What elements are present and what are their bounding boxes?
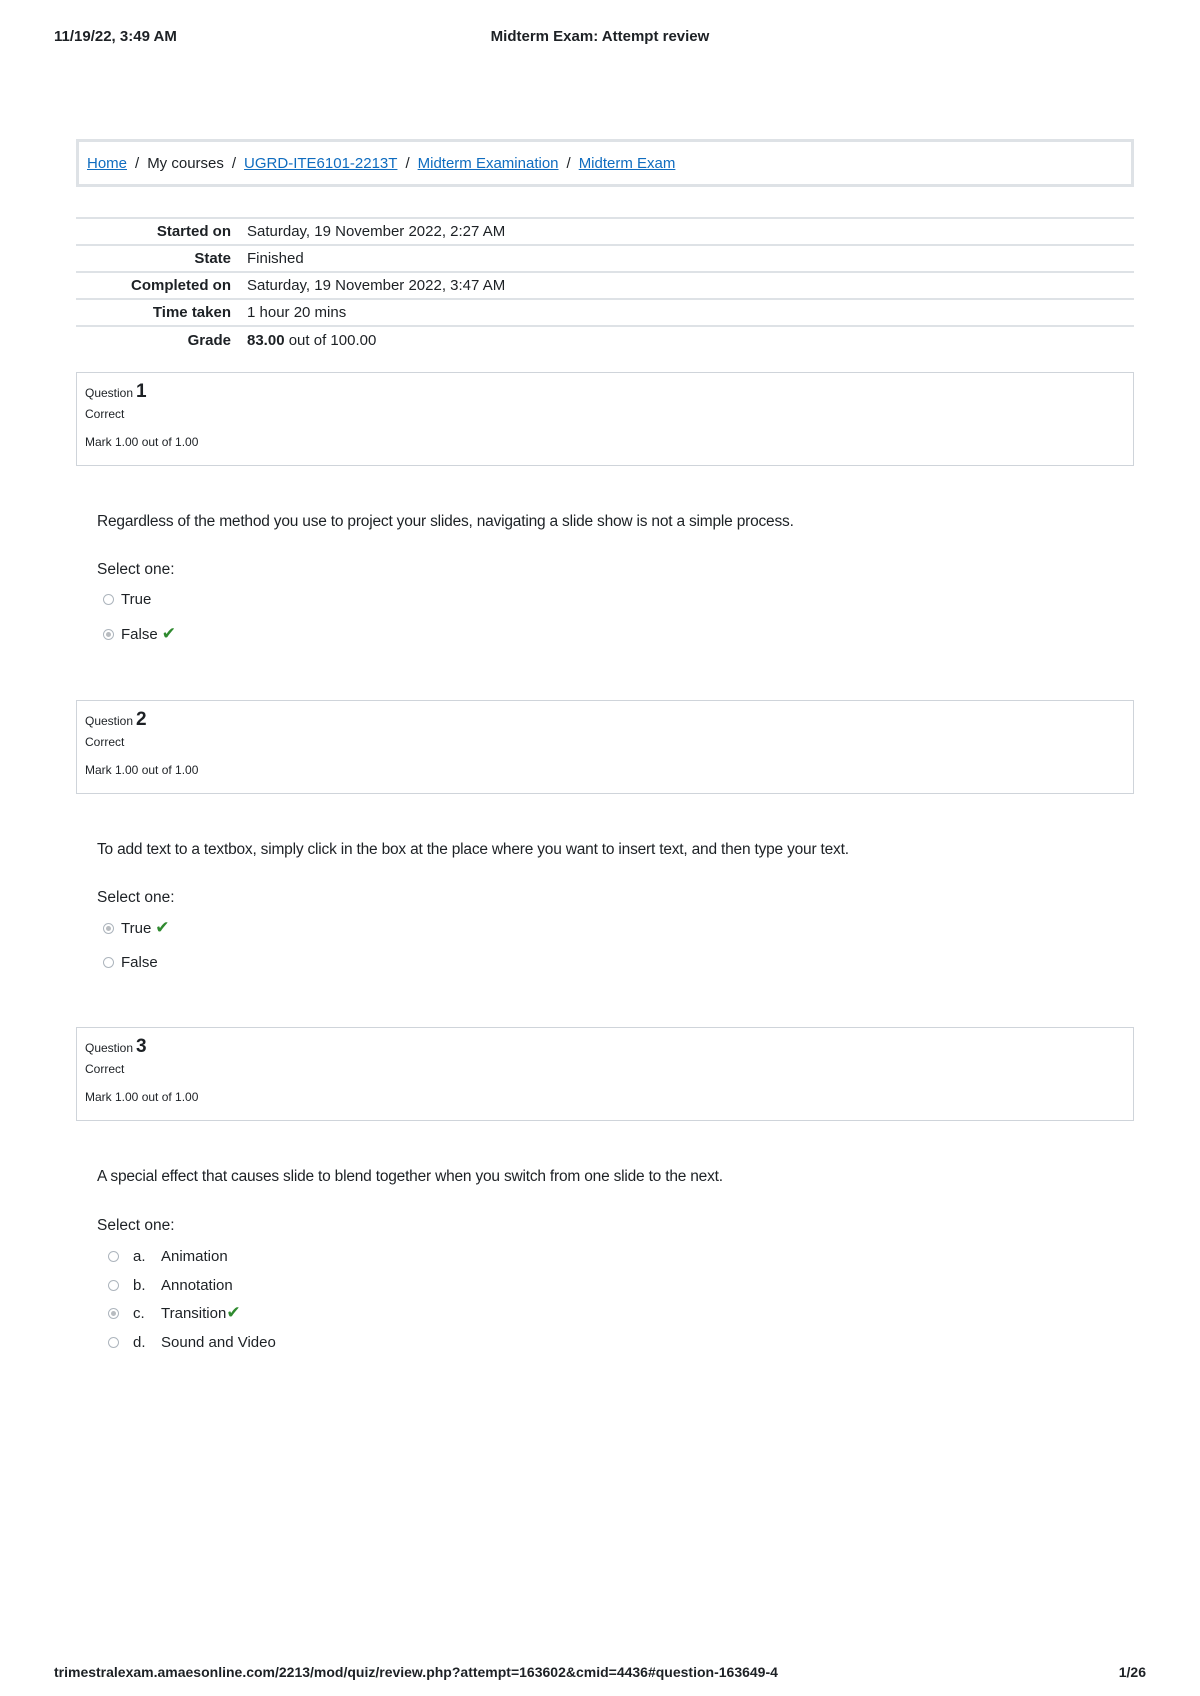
- breadcrumb-my-courses: My courses: [147, 154, 224, 172]
- question-state: Correct: [85, 407, 125, 421]
- answer-option[interactable]: [108, 1274, 233, 1296]
- print-page-number: 1/26: [1118, 1664, 1146, 1680]
- answer-letter: d.: [133, 1333, 146, 1351]
- answer-label: Annotation: [161, 1276, 233, 1294]
- print-footer: [54, 1664, 1146, 1686]
- answer-option[interactable]: [108, 1331, 276, 1353]
- breadcrumb-separator: /: [566, 154, 571, 172]
- summary-row-grade: [76, 326, 1134, 353]
- summary-label: Started on: [156, 223, 231, 240]
- radio-button[interactable]: [103, 594, 114, 605]
- check-icon: ✔: [161, 624, 176, 643]
- summary-value: Saturday, 19 November 2022, 3:47 AM: [247, 277, 506, 294]
- answer-letter: c.: [133, 1304, 145, 1322]
- question-label: Question: [85, 714, 134, 728]
- summary-row: [76, 272, 1134, 299]
- question-mark: Mark 1.00 out of 1.00: [85, 1090, 199, 1104]
- print-url: trimestralexam.amaesonline.com/2213/mod/quiz/review.php?attempt=163602&cmid=4436#question-163649-4: [54, 1664, 778, 1680]
- breadcrumb-separator: /: [405, 154, 410, 172]
- question-mark: Mark 1.00 out of 1.00: [85, 763, 199, 777]
- question-info-3: [76, 1027, 1134, 1121]
- breadcrumb-home-link[interactable]: Home: [87, 154, 128, 172]
- check-icon: ✔: [226, 1303, 241, 1322]
- answer-letter: a.: [133, 1247, 146, 1265]
- answer-label: Sound and Video: [161, 1333, 276, 1351]
- question-text: A special effect that causes slide to blend together when you switch from one slide to the next.: [97, 1168, 723, 1185]
- breadcrumb-section-link[interactable]: Midterm Examination: [417, 154, 559, 172]
- radio-button[interactable]: [108, 1251, 119, 1262]
- question-mark: Mark 1.00 out of 1.00: [85, 435, 199, 449]
- radio-button[interactable]: [108, 1280, 119, 1291]
- check-icon: ✔: [155, 918, 170, 937]
- answer-label: True: [121, 919, 152, 937]
- summary-row: [76, 218, 1134, 245]
- summary-value: Finished: [247, 250, 304, 267]
- summary-value: [241, 326, 1134, 353]
- question-number: [85, 1036, 1133, 1062]
- print-page-title: Midterm Exam: Attempt review: [490, 28, 710, 45]
- breadcrumb-separator: /: [135, 154, 140, 172]
- radio-button[interactable]: [103, 957, 114, 968]
- summary-label: Completed on: [131, 277, 231, 294]
- summary-row: [76, 245, 1134, 272]
- select-one-prompt: Select one:: [97, 1217, 175, 1234]
- answer-option[interactable]: [103, 917, 170, 939]
- summary-label: Time taken: [152, 304, 231, 321]
- question-label: Question: [85, 386, 134, 400]
- breadcrumb-separator: /: [231, 154, 237, 172]
- grade-suffix: out of 100.00: [288, 331, 377, 349]
- question-info-2: [76, 700, 1134, 794]
- answer-label: True: [121, 590, 152, 608]
- question-state: Correct: [85, 1062, 125, 1076]
- select-one-prompt: Select one:: [97, 561, 175, 578]
- grade-value: 83.00: [247, 331, 285, 349]
- question-label: Question: [85, 1041, 134, 1055]
- question-text: To add text to a textbox, simply click in the box at the place where you want to insert text, and then type your text.: [97, 841, 849, 858]
- answer-label: Transition: [161, 1304, 227, 1322]
- answer-label: Animation: [161, 1247, 228, 1265]
- summary-value: Saturday, 19 November 2022, 2:27 AM: [247, 223, 506, 240]
- attempt-summary-table: [76, 217, 1134, 353]
- answer-option[interactable]: [108, 1302, 241, 1324]
- summary-value: 1 hour 20 mins: [247, 304, 347, 321]
- summary-label: State: [194, 250, 231, 267]
- print-datetime: 11/19/22, 3:49 AM: [54, 28, 177, 45]
- question-number: [85, 381, 1133, 407]
- question-number-value: 1: [136, 381, 147, 402]
- print-header: [54, 28, 1146, 52]
- radio-button-selected[interactable]: [103, 629, 114, 640]
- radio-button[interactable]: [108, 1337, 119, 1348]
- summary-row: [76, 299, 1134, 326]
- answer-letter: b.: [133, 1276, 146, 1294]
- radio-button-selected[interactable]: [103, 923, 114, 934]
- answer-label: False: [121, 953, 158, 971]
- answer-option[interactable]: [108, 1245, 228, 1267]
- answer-option[interactable]: [103, 588, 151, 610]
- answer-label: False: [121, 625, 158, 643]
- breadcrumb-quiz-link[interactable]: Midterm Exam: [578, 154, 676, 172]
- radio-button-selected[interactable]: [108, 1308, 119, 1319]
- question-text: Regardless of the method you use to project your slides, navigating a slide show is not a simple process.: [97, 513, 794, 530]
- answer-option[interactable]: [103, 623, 176, 645]
- question-number: [85, 709, 1133, 735]
- summary-label: Grade: [187, 331, 231, 349]
- breadcrumb-course-link[interactable]: UGRD-ITE6101-2213T: [244, 154, 398, 172]
- select-one-prompt: Select one:: [97, 889, 175, 906]
- question-number-value: 2: [136, 709, 147, 730]
- answer-option[interactable]: [103, 951, 158, 973]
- question-state: Correct: [85, 735, 125, 749]
- question-number-value: 3: [136, 1036, 147, 1057]
- question-info-1: [76, 372, 1134, 466]
- breadcrumb: [76, 139, 1134, 187]
